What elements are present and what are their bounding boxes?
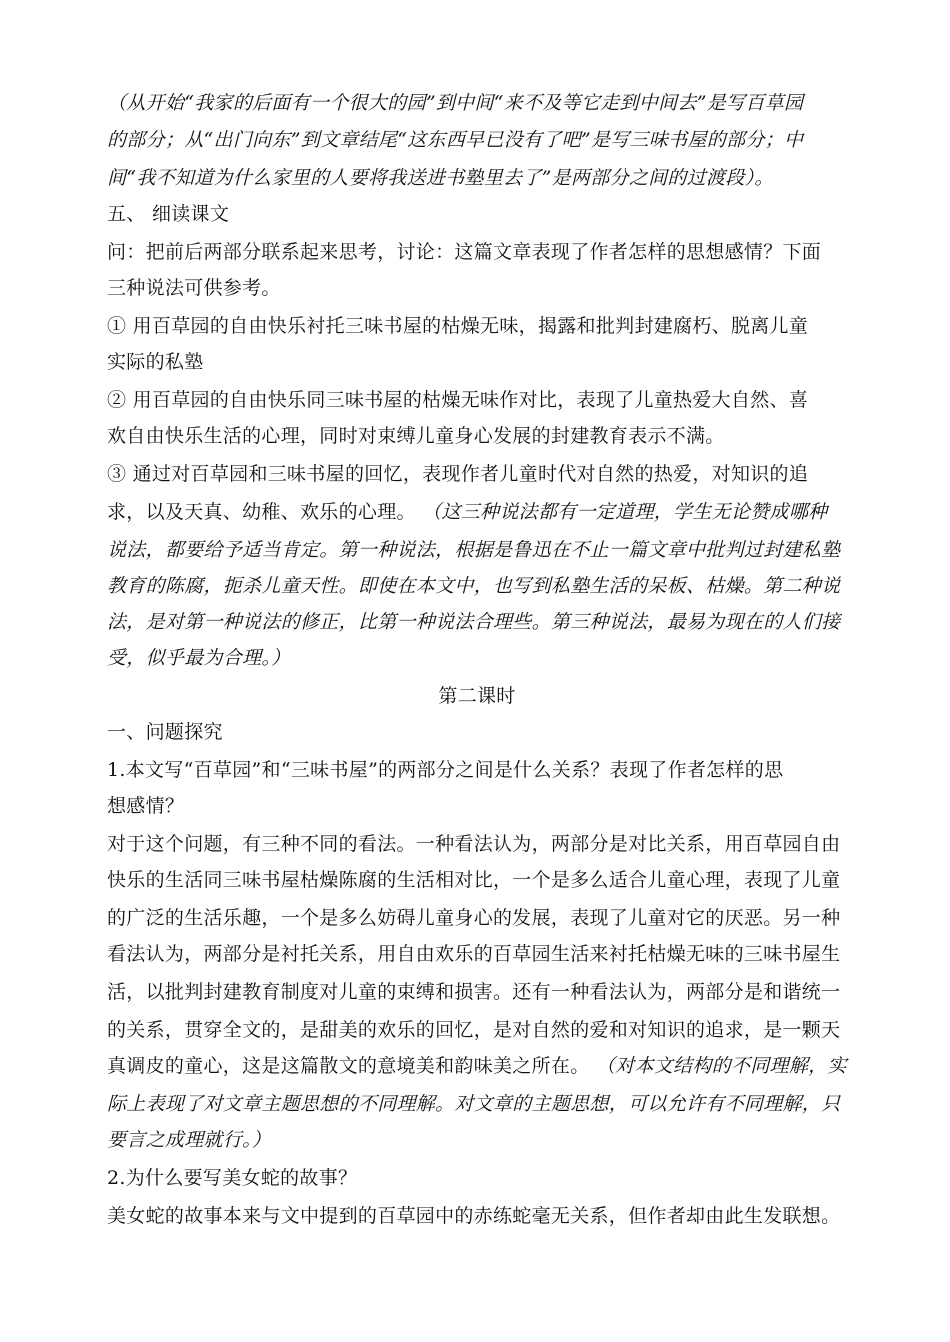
body-text: 的广泛的生活乐趣，一个是多么妨碍儿童身心的发展，表现了儿童对它的厌恶。另一种 bbox=[107, 907, 841, 929]
text-line bbox=[107, 718, 847, 746]
text-line bbox=[107, 1016, 847, 1044]
body-text: 求，以及天真、幼稚、欢乐的心理。 bbox=[107, 501, 423, 523]
text-line bbox=[107, 904, 847, 932]
body-text: 对于这个问题，有三种不同的看法。一种看法认为，两部分是对比关系，用百草园自由 bbox=[107, 833, 841, 855]
text-line bbox=[107, 866, 847, 894]
text-line bbox=[107, 572, 847, 600]
text-line bbox=[107, 126, 847, 154]
annotation-text: 受，似乎最为合理。） bbox=[107, 647, 291, 669]
annotation-text: 要言之成理就行。） bbox=[107, 1129, 272, 1151]
annotation-text: （对本文结构的不同理解，实 bbox=[595, 1055, 847, 1077]
body-text: 五、 细读课文 bbox=[107, 203, 230, 225]
body-text: 看法认为，两部分是衬托关系，用自由欢乐的百草园生活来衬托枯燥无味的三味书屋生 bbox=[107, 943, 841, 965]
annotation-text: 间“我不知道为什么家里的人要将我送进书塾里去了”是两部分之间的过渡段）。 bbox=[107, 167, 774, 189]
text-line bbox=[107, 312, 847, 340]
body-text: ① 用百草园的自由快乐衬托三味书屋的枯燥无味，揭露和批判封建腐朽、脱离儿童 bbox=[107, 315, 809, 337]
body-text: 第二课时 bbox=[438, 685, 516, 707]
body-text: 欢自由快乐生活的心理，同时对束缚儿童身心发展的封建教育表示不满。 bbox=[107, 425, 725, 447]
annotation-text: 说法，都要给予适当肯定。第一种说法，根据是鲁迅在不止一篇文章中批判过封建私塾 bbox=[107, 539, 841, 561]
body-text: ② 用百草园的自由快乐同三味书屋的枯燥无味作对比，表现了儿童热爱大自然、喜 bbox=[107, 389, 809, 411]
text-line bbox=[107, 1052, 847, 1080]
body-text: 问：把前后两部分联系起来思考，讨论：这篇文章表现了作者怎样的思想感情？下面 bbox=[107, 241, 822, 263]
text-line bbox=[107, 644, 847, 672]
body-text: 真调皮的童心，这是这篇散文的意境美和韵味美之所在。 bbox=[107, 1055, 596, 1077]
body-text: 实际的私塾 bbox=[107, 351, 204, 373]
annotation-text: （从开始“我家的后面有一个很大的园”到中间“来不及等它走到中间去”是写百草园 bbox=[107, 92, 804, 114]
text-line bbox=[107, 386, 847, 414]
text-line bbox=[107, 792, 847, 820]
body-text: 2.为什么要写美女蛇的故事？ bbox=[107, 1167, 358, 1189]
text-line bbox=[107, 422, 847, 450]
text-line bbox=[107, 348, 847, 376]
body-text: 1.本文写“百草园”和“三味书屋”的两部分之间是什么关系？表现了作者怎样的思 bbox=[107, 759, 784, 781]
text-line bbox=[107, 940, 847, 968]
body-text: 活，以批判封建教育制度对儿童的束缚和损害。还有一种看法认为，两部分是和谐统一 bbox=[107, 981, 841, 1003]
text-line bbox=[107, 1090, 847, 1118]
annotation-text: 教育的陈腐，扼杀儿童天性。即使在本文中，也写到私塾生活的呆板、枯燥。第二种说 bbox=[107, 575, 841, 597]
body-text: 一、问题探究 bbox=[107, 721, 223, 743]
body-text: 三种说法可供参考。 bbox=[107, 277, 281, 299]
annotation-text: 法，是对第一种说法的修正，比第一种说法合理些。第三种说法，最易为现在的人们接 bbox=[107, 611, 841, 633]
text-line bbox=[107, 608, 847, 636]
section-heading bbox=[107, 682, 847, 710]
body-text: ③ 通过对百草园和三味书屋的回忆，表现作者儿童时代对自然的热爱，对知识的追 bbox=[107, 463, 809, 485]
text-line bbox=[107, 1126, 847, 1154]
text-line bbox=[107, 978, 847, 1006]
body-text: 的关系，贯穿全文的，是甜美的欢乐的回忆，是对自然的爱和对知识的追求，是一颗天 bbox=[107, 1019, 841, 1041]
body-text: 快乐的生活同三味书屋枯燥陈腐的生活相对比，一个是多么适合儿童心理，表现了儿童 bbox=[107, 869, 841, 891]
body-text: 想感情？ bbox=[107, 795, 185, 817]
annotation-text: （这三种说法都有一定道理，学生无论赞成哪种 bbox=[422, 501, 828, 523]
body-text: 美女蛇的故事本来与文中提到的百草园中的赤练蛇毫无关系，但作者却由此生发联想。 bbox=[107, 1205, 841, 1227]
text-line bbox=[107, 274, 847, 302]
text-line bbox=[107, 536, 847, 564]
text-line bbox=[107, 1202, 847, 1230]
text-line bbox=[107, 756, 847, 784]
text-line bbox=[107, 830, 847, 858]
text-line bbox=[107, 460, 847, 488]
annotation-text: 际上表现了对文章主题思想的不同理解。对文章的主题思想，可以允许有不同理解，只 bbox=[107, 1093, 841, 1115]
text-line bbox=[107, 498, 847, 526]
text-line bbox=[107, 89, 847, 117]
annotation-text: 的部分；从“出门向东”到文章结尾“这东西早已没有了吧”是写三味书屋的部分；中 bbox=[107, 129, 804, 151]
text-line bbox=[107, 1164, 847, 1192]
text-line bbox=[107, 164, 847, 192]
text-line bbox=[107, 200, 847, 228]
text-line bbox=[107, 238, 847, 266]
